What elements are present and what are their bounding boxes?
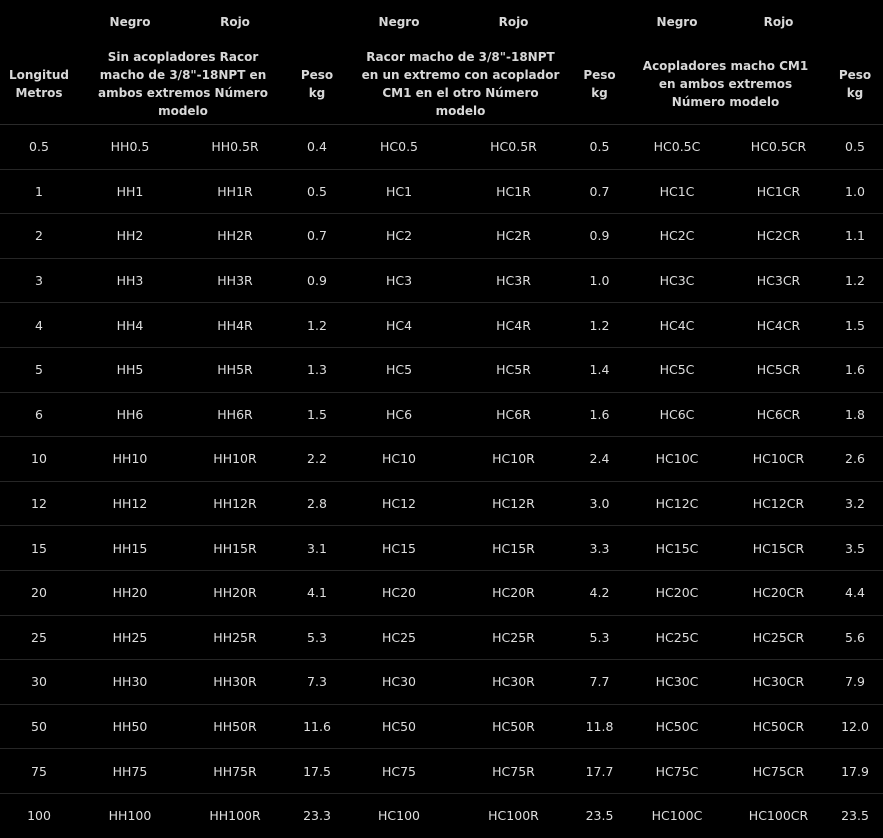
group1-black-model-cell: HH15 [78, 526, 182, 571]
group1-weight-cell: 11.6 [288, 704, 346, 749]
group3-black-model-cell: HC75C [624, 749, 730, 794]
length-cell: 20 [0, 570, 78, 615]
group2-black-model-cell: HC100 [378, 808, 420, 824]
length-cell: 10 [0, 437, 78, 482]
table-row [0, 704, 883, 749]
group1-weight-cell: 1.2 [288, 303, 346, 348]
group3-weight-cell: 3.2 [827, 481, 883, 526]
group2-red-model-cell: HC12R [452, 481, 575, 526]
length-cell: 1 [0, 169, 78, 214]
group3-black-model-cell: HC0.5C [624, 125, 730, 170]
empty-header-cell [0, 0, 78, 44]
group2-black-model-cell: HC2 [346, 214, 452, 259]
group3-red-model-cell: HC15CR [730, 526, 827, 571]
group2-black-model-cell: HC6 [346, 392, 452, 437]
group1-black-model-cell: HH12 [78, 481, 182, 526]
group1-black-model-cell: HH50 [78, 704, 182, 749]
group1-black-model-cell: HH10 [78, 437, 182, 482]
weight-header-3 [827, 44, 883, 125]
length-cell: 6 [0, 392, 78, 437]
group1-black-model-cell: HH1 [78, 169, 182, 214]
group3-weight-cell: 12.0 [827, 704, 883, 749]
group1-black-model-cell: HH0.5 [78, 125, 182, 170]
group1-weight-cell: 3.1 [288, 526, 346, 571]
length-cell: 12 [0, 481, 78, 526]
weight-label-2: Peso kg [583, 68, 616, 100]
group3-weight-cell: 1.5 [827, 303, 883, 348]
group3-black-model-cell: HC4C [624, 303, 730, 348]
table-row [0, 793, 883, 837]
table-body [0, 125, 883, 838]
table-row [0, 749, 883, 794]
group3-red-header: Rojo [763, 15, 794, 29]
length-cell: 15 [0, 526, 78, 571]
group3-red-model-cell: HC12CR [730, 481, 827, 526]
group1-description: Sin acopladores Racor macho de 3/8"-18NPT en ambos extremos Número modelo [98, 50, 268, 118]
group1-weight-cell: 1.3 [288, 347, 346, 392]
group3-black-model-cell: HC15C [624, 526, 730, 571]
table-row [0, 347, 883, 392]
group3-black-model-cell: HC100C [651, 808, 703, 824]
group2-weight-cell: 1.6 [575, 392, 624, 437]
group2-black-model-cell: HC5 [346, 347, 452, 392]
group3-weight-cell: 17.9 [827, 749, 883, 794]
group2-weight-cell: 0.5 [575, 125, 624, 170]
group1-red-model-cell: HH30R [182, 660, 288, 705]
group1-red-model-cell: HH50R [182, 704, 288, 749]
group3-weight-cell: 5.6 [827, 615, 883, 660]
group1-weight-cell: 1.5 [288, 392, 346, 437]
group3-black-model-cell: HC2C [624, 214, 730, 259]
group2-red-model-cell: HC100R [488, 808, 539, 824]
group3-weight-cell: 23.5 [841, 808, 869, 824]
group1-description-header [78, 44, 288, 125]
group1-red-model-cell: HH20R [182, 570, 288, 615]
group1-weight-cell: 7.3 [288, 660, 346, 705]
group2-black-model-cell: HC1 [346, 169, 452, 214]
group1-weight-cell: 2.8 [288, 481, 346, 526]
group2-weight-cell: 0.7 [575, 169, 624, 214]
length-header [0, 44, 78, 125]
group1-red-model-cell: HH12R [182, 481, 288, 526]
group2-black-model-cell: HC3 [346, 258, 452, 303]
group2-black-model-cell: HC4 [346, 303, 452, 348]
group3-black-model-cell: HC25C [624, 615, 730, 660]
table-header [0, 0, 883, 125]
group2-weight-cell: 0.9 [575, 214, 624, 259]
group3-weight-cell: 7.9 [827, 660, 883, 705]
group1-black-model-cell: HH3 [78, 258, 182, 303]
group3-red-model-cell: HC75CR [730, 749, 827, 794]
group1-red-model-cell: HH1R [182, 169, 288, 214]
length-cell: 50 [0, 704, 78, 749]
table-row [0, 214, 883, 259]
group2-weight-cell: 11.8 [575, 704, 624, 749]
length-cell: 3 [0, 258, 78, 303]
group1-black-model-cell: HH4 [78, 303, 182, 348]
length-header-label: Longitud Metros [8, 68, 69, 100]
group3-red-model-cell: HC4CR [730, 303, 827, 348]
group1-red-model-cell: HH10R [182, 437, 288, 482]
group3-black-model-cell: HC5C [624, 347, 730, 392]
group3-red-model-cell: HC1CR [730, 169, 827, 214]
table-row [0, 615, 883, 660]
group1-black-header: Negro [109, 15, 151, 29]
group3-red-model-cell: HC10CR [730, 437, 827, 482]
group3-weight-cell: 2.6 [827, 437, 883, 482]
group1-red-model-cell: HH6R [182, 392, 288, 437]
group2-weight-cell: 2.4 [575, 437, 624, 482]
group2-red-model-cell: HC15R [452, 526, 575, 571]
group2-weight-cell: 1.0 [575, 258, 624, 303]
group2-red-model-cell: HC75R [452, 749, 575, 794]
group2-black-model-cell: HC12 [346, 481, 452, 526]
group1-black-model-cell: HH75 [78, 749, 182, 794]
group3-black-model-cell: HC30C [624, 660, 730, 705]
group1-weight-cell: 5.3 [288, 615, 346, 660]
group1-black-model-cell: HH2 [78, 214, 182, 259]
group2-red-model-cell: HC4R [452, 303, 575, 348]
table-row [0, 125, 883, 170]
group2-weight-cell: 5.3 [575, 615, 624, 660]
group2-red-model-cell: HC30R [452, 660, 575, 705]
group1-red-model-cell: HH3R [182, 258, 288, 303]
group2-red-model-cell: HC50R [452, 704, 575, 749]
group2-red-model-cell: HC0.5R [452, 125, 575, 170]
group2-description-header [346, 44, 575, 125]
group3-red-model-cell: HC3CR [730, 258, 827, 303]
group3-weight-cell: 1.0 [827, 169, 883, 214]
group3-red-model-cell: HC25CR [730, 615, 827, 660]
group2-weight-cell: 4.2 [575, 570, 624, 615]
group3-red-model-cell: HC0.5CR [730, 125, 827, 170]
length-cell: 75 [0, 749, 78, 794]
group1-red-model-cell: HH75R [182, 749, 288, 794]
color-header-row [0, 0, 883, 44]
group2-red-model-cell: HC20R [452, 570, 575, 615]
group2-red-model-cell: HC10R [452, 437, 575, 482]
group3-weight-cell: 0.5 [827, 125, 883, 170]
group2-red-model-cell: HC2R [452, 214, 575, 259]
group1-weight-cell: 0.4 [288, 125, 346, 170]
group3-black-model-cell: HC10C [624, 437, 730, 482]
empty-header-cell [575, 0, 624, 44]
group2-weight-cell: 23.5 [585, 808, 614, 824]
table-row [0, 526, 883, 571]
group3-weight-cell: 1.8 [827, 392, 883, 437]
group2-red-model-cell: HC3R [452, 258, 575, 303]
length-cell: 0.5 [0, 125, 78, 170]
group3-description: Acopladores macho CM1 en ambos extremos Número modelo [642, 59, 809, 109]
group3-weight-cell: 3.5 [827, 526, 883, 571]
empty-header-cell [827, 0, 883, 44]
group1-black-model-cell: HH25 [78, 615, 182, 660]
group3-black-model-cell: HC12C [624, 481, 730, 526]
group2-red-model-cell: HC5R [452, 347, 575, 392]
group3-red-model-cell: HC50CR [730, 704, 827, 749]
group1-black-model-cell: HH6 [78, 392, 182, 437]
table-row [0, 437, 883, 482]
table-row [0, 258, 883, 303]
group3-black-model-cell: HC6C [624, 392, 730, 437]
group3-black-model-cell: HC1C [624, 169, 730, 214]
length-cell: 2 [0, 214, 78, 259]
group2-black-header: Negro [378, 15, 420, 29]
group2-black-model-cell: HC25 [346, 615, 452, 660]
weight-header-2 [575, 44, 624, 125]
group1-weight-cell: 17.5 [288, 749, 346, 794]
weight-label-1: Peso kg [300, 68, 334, 100]
group2-red-model-cell: HC25R [452, 615, 575, 660]
group2-black-model-cell: HC75 [346, 749, 452, 794]
group1-red-model-cell: HH5R [182, 347, 288, 392]
group2-weight-cell: 1.4 [575, 347, 624, 392]
group2-red-model-cell: HC6R [452, 392, 575, 437]
group2-black-model-cell: HC10 [346, 437, 452, 482]
group3-black-model-cell: HC3C [624, 258, 730, 303]
group3-red-model-cell: HC2CR [730, 214, 827, 259]
group2-weight-cell: 17.7 [575, 749, 624, 794]
table-row [0, 481, 883, 526]
weight-label-3: Peso kg [838, 68, 872, 100]
group2-weight-cell: 3.3 [575, 526, 624, 571]
length-cell: 4 [0, 303, 78, 348]
group1-red-model-cell: HH0.5R [182, 125, 288, 170]
group3-description-header [624, 44, 827, 125]
group1-weight-cell: 0.7 [288, 214, 346, 259]
group3-black-header: Negro [656, 15, 698, 29]
group1-weight-cell: 2.2 [288, 437, 346, 482]
group1-black-model-cell: HH20 [78, 570, 182, 615]
description-header-row [0, 44, 883, 125]
group1-red-model-cell: HH4R [182, 303, 288, 348]
group1-weight-cell: 23.3 [303, 808, 331, 824]
table-row [0, 392, 883, 437]
table-row [0, 303, 883, 348]
group3-red-model-cell: HC100CR [748, 808, 809, 824]
group2-black-model-cell: HC50 [346, 704, 452, 749]
group2-weight-cell: 7.7 [575, 660, 624, 705]
group3-red-model-cell: HC20CR [730, 570, 827, 615]
group3-black-model-cell: HC20C [624, 570, 730, 615]
group2-red-model-cell: HC1R [452, 169, 575, 214]
group1-red-model-cell: HH15R [182, 526, 288, 571]
length-cell: 25 [0, 615, 78, 660]
group2-weight-cell: 1.2 [575, 303, 624, 348]
length-cell: 30 [0, 660, 78, 705]
group1-red-model-cell: HH2R [182, 214, 288, 259]
group3-weight-cell: 1.2 [827, 258, 883, 303]
group1-black-model-cell: HH30 [78, 660, 182, 705]
length-cell: 5 [0, 347, 78, 392]
group2-description: Racor macho de 3/8"-18NPT en un extremo con acoplador CM1 en el otro Número modelo [361, 50, 560, 118]
group1-red-header: Rojo [220, 15, 250, 29]
group1-weight-cell: 0.9 [288, 258, 346, 303]
group3-weight-cell: 4.4 [827, 570, 883, 615]
group2-black-model-cell: HC20 [346, 570, 452, 615]
group1-red-model-cell: HH100R [209, 808, 261, 824]
group3-weight-cell: 1.1 [827, 214, 883, 259]
length-cell: 100 [27, 808, 51, 824]
group3-black-model-cell: HC50C [624, 704, 730, 749]
table-row [0, 169, 883, 214]
group1-red-model-cell: HH25R [182, 615, 288, 660]
group3-red-model-cell: HC30CR [730, 660, 827, 705]
table-row [0, 570, 883, 615]
weight-header-1 [288, 44, 346, 125]
group2-weight-cell: 3.0 [575, 481, 624, 526]
group2-black-model-cell: HC0.5 [346, 125, 452, 170]
group2-black-model-cell: HC30 [346, 660, 452, 705]
group3-weight-cell: 1.6 [827, 347, 883, 392]
group2-black-model-cell: HC15 [346, 526, 452, 571]
group3-red-model-cell: HC5CR [730, 347, 827, 392]
table-row [0, 660, 883, 705]
empty-header-cell [288, 0, 346, 44]
group3-red-model-cell: HC6CR [730, 392, 827, 437]
group1-black-model-cell: HH100 [108, 808, 152, 824]
group1-weight-cell: 4.1 [288, 570, 346, 615]
group2-red-header: Rojo [498, 15, 529, 29]
group1-weight-cell: 0.5 [288, 169, 346, 214]
group1-black-model-cell: HH5 [78, 347, 182, 392]
